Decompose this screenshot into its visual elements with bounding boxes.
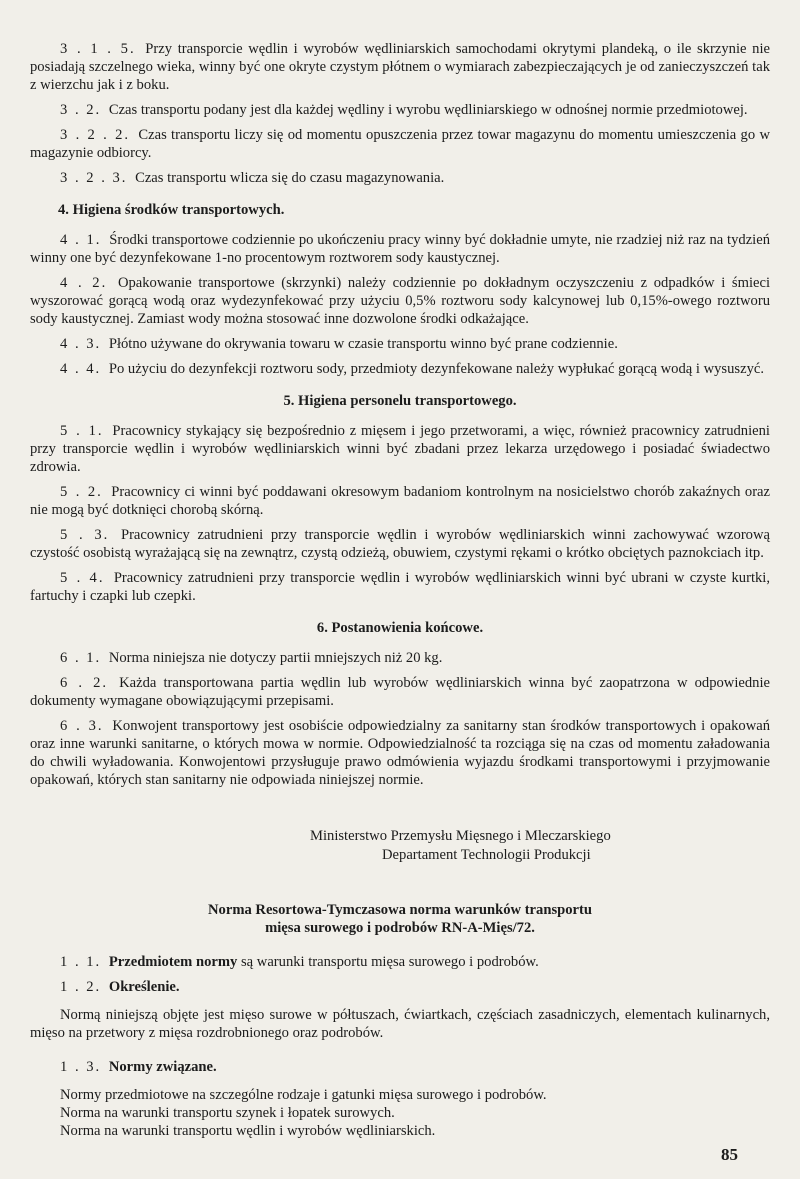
paragraph-number: 3 . 1 . 5.	[60, 41, 136, 57]
paragraph-4-3	[30, 335, 770, 353]
section-heading-6: 6. Postanowienia końcowe.	[316, 620, 484, 636]
page-number: 85	[721, 1145, 738, 1164]
item-title: Określenie.	[108, 979, 180, 995]
related-norm-2: Norma na warunki transportu szynek i łopatek surowych.	[60, 1105, 395, 1121]
item-title: Przedmiotem normy	[108, 954, 238, 970]
norm-title	[30, 901, 770, 937]
norm-item-1-3-title	[30, 1058, 770, 1076]
paragraph-text: Czas transportu podany jest dla każdej wędliny i wyrobu wędliniarskiego w odnośnej normie przedmiotowej.	[108, 102, 748, 118]
paragraph-number: 4 . 1.	[60, 232, 102, 248]
paragraph-text: Opakowanie transportowe (skrzynki) należy codziennie po dokładnym oczyszczeniu z odpadków i śmieci wyszorować gorącą wodą oraz wydezynfekować przy użyciu 0,5% roztworu sody kalcynowej lub 0,15%-owego roztworu sody kaustycznej. Zamiast wody można stosować inne dozwolone środki odkażające.	[30, 275, 771, 327]
paragraph-text: są warunki transportu mięsa surowego i podrobów.	[240, 954, 539, 970]
paragraph-text: Pracownicy zatrudnieni przy transporcie wędlin i wyrobów wędliniarskich winni zachowywać wzorową czystość osobistą wyrażającą się na zewnątrz, czystą odzieżą, obuwiem, czystymi rękami o krótko obciętych paznokciach itp.	[30, 527, 770, 561]
paragraph-text: Po użyciu do dezynfekcji roztworu sody, przedmioty dezynfekowane należy wypłukać gorącą wodą i wysuszyć.	[108, 361, 764, 377]
paragraph-3-1-5	[30, 40, 770, 94]
section-heading-5: 5. Higiena personelu transportowego.	[283, 393, 517, 409]
norm-item-1-2-title	[30, 978, 770, 996]
paragraph-4-1	[30, 231, 770, 267]
paragraph-text: Norma niniejsza nie dotyczy partii mniejszych niż 20 kg.	[108, 650, 443, 666]
paragraph-6-2	[30, 674, 770, 710]
paragraph-text: Pracownicy ci winni być poddawani okresowym badaniom kontrolnym na nosicielstwo chorób zakaźnych oraz nie mogą być dotknięci chorobą skórną.	[30, 484, 771, 518]
norm-title-line1: Norma Resortowa-Tymczasowa norma warunków transportu	[208, 902, 592, 918]
paragraph-number: 3 . 2 . 2.	[60, 127, 131, 143]
document-page	[30, 40, 770, 1140]
paragraph-number: 4 . 2.	[60, 275, 108, 291]
paragraph-4-2	[30, 274, 770, 328]
paragraph-6-1	[30, 649, 770, 667]
norm-title-line2: mięsa surowego i podrobów RN-A-Mięs/72.	[265, 920, 535, 936]
paragraph-text: Płótno używane do okrywania towaru w czasie transportu winno być prane codziennie.	[108, 336, 618, 352]
paragraph-5-3	[30, 526, 770, 562]
related-norm-1: Normy przedmiotowe na szczególne rodzaje i gatunki mięsa surowego i podrobów.	[60, 1087, 547, 1103]
norm-item-1-1	[30, 953, 770, 971]
paragraph-number: 4 . 3.	[60, 336, 102, 352]
paragraph-number: 5 . 4.	[60, 570, 105, 586]
paragraph-5-4	[30, 569, 770, 605]
paragraph-text: Przy transporcie wędlin i wyrobów wędliniarskich samochodami okrytymi plandeką, o ile skrzynie nie posiadają szczelnego wieka, winny być one okryte czystym płótnem o wymiarach zabezpieczających je od zanieczyszczeń tak z wierzchu jak i z boku.	[30, 41, 771, 93]
paragraph-5-2	[30, 483, 770, 519]
paragraph-3-2-2	[30, 126, 770, 162]
paragraph-number: 3 . 2 . 3.	[60, 170, 128, 186]
paragraph-text: Każda transportowana partia wędlin lub wyrobów wędliniarskich winna być zaopatrzona w odpowiednie dokumenty wymagane obowiązującymi przepisami.	[30, 675, 770, 709]
section-heading-4: 4. Higiena środków transportowych.	[58, 202, 285, 218]
paragraph-text: Środki transportowe codziennie po ukończeniu pracy winny być dokładnie umyte, nie rzadziej niż raz na tydzień winny one być dezynfekowane 1-no procentowym roztworem sody kaustycznej.	[30, 232, 771, 266]
paragraph-number: 3 . 2.	[60, 102, 102, 118]
signature-ministry: Ministerstwo Przemysłu Mięsnego i Mleczarskiego	[310, 828, 611, 844]
paragraph-text: Pracownicy zatrudnieni przy transporcie wędlin i wyrobów wędliniarskich winni być ubrani w czyste kurtki, fartuchy i czapki lub czepki.	[30, 570, 770, 604]
paragraph-number: 6 . 2.	[60, 675, 109, 691]
paragraph-number: 6 . 3.	[60, 718, 104, 734]
norm-item-1-2-body: Normą niniejszą objęte jest mięso surowe w półtuszach, ćwiartkach, częściach zasadniczych, elementach kulinarnych, mięso na przetwory z mięsa rozdrobnionego oraz podrobów.	[30, 1007, 770, 1041]
paragraph-3-2	[30, 101, 770, 119]
paragraph-6-3	[30, 717, 770, 789]
signature-block	[30, 827, 770, 865]
paragraph-number: 5 . 3.	[60, 527, 110, 543]
related-norm-3: Norma na warunki transportu wędlin i wyrobów wędliniarskich.	[60, 1123, 436, 1139]
signature-department: Departament Technologii Produkcji	[382, 847, 591, 863]
paragraph-5-1	[30, 422, 770, 476]
paragraph-number: 5 . 2.	[60, 484, 103, 500]
paragraph-text: Konwojent transportowy jest osobiście odpowiedzialny za sanitarny stan środków transportowych i opakowań oraz inne warunki sanitarne, o których mowa w normie. Odpowiedzialność ta rozciąga się na czas od momentu załadowania do chwili wyładowania. Konwojentowi przysługuje prawo odmówienia wyjazdu środkami transportowymi i przyjmowanie opakowań, których stan sanitarny nie odpowiada niniejszej normie.	[30, 718, 771, 788]
paragraph-text: Czas transportu liczy się od momentu opuszczenia przez towar magazynu do momentu umieszczenia go w magazynie odbiorcy.	[30, 127, 770, 161]
item-title: Normy związane.	[108, 1059, 217, 1075]
paragraph-number: 4 . 4.	[60, 361, 102, 377]
paragraph-text: Czas transportu wlicza się do czasu magazynowania.	[135, 170, 445, 186]
paragraph-number: 1 . 1.	[60, 954, 102, 970]
paragraph-number: 1 . 3.	[60, 1059, 102, 1075]
paragraph-number: 6 . 1.	[60, 650, 102, 666]
paragraph-number: 5 . 1.	[60, 423, 104, 439]
paragraph-4-4	[30, 360, 770, 378]
paragraph-text: Pracownicy stykający się bezpośrednio z mięsem i jego przetworami, a więc, również pracownicy zatrudnieni przy transporcie wędlin i wyrobów wędliniarskich winni być zbadani przez lekarza urzędowego i posiadać świadectwo zdrowia.	[30, 423, 770, 475]
paragraph-3-2-3	[30, 169, 770, 187]
paragraph-number: 1 . 2.	[60, 979, 102, 995]
